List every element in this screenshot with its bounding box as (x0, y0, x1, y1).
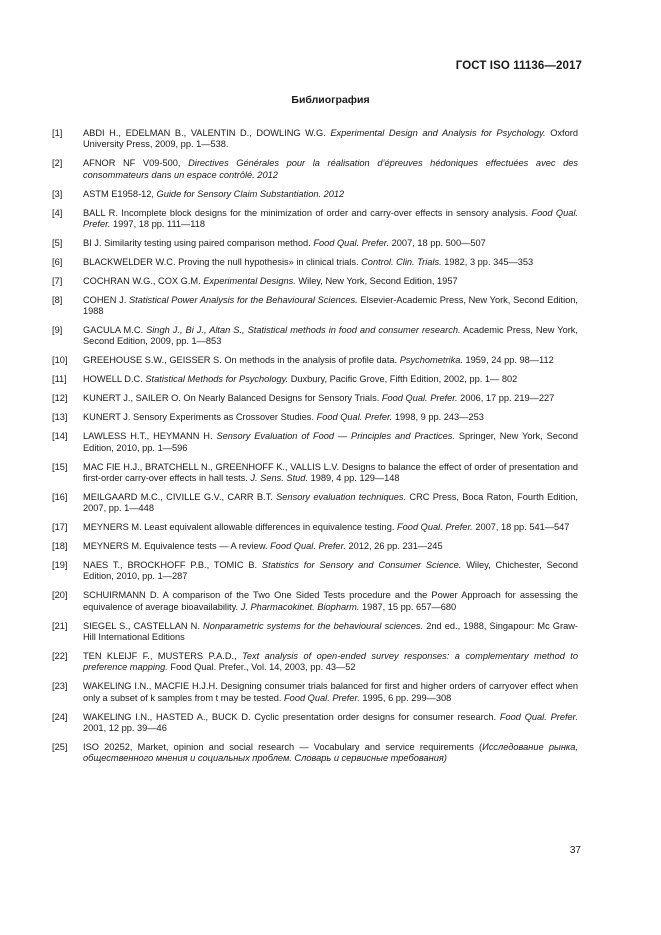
entry-text-segment: MEYNERS M. Least equivalent allowable differences in equivalence testing. (83, 522, 397, 533)
entry-text-segment: BALL R. Incomplete block designs for the minimization of order and carry-over effects in sensory analysis. (83, 207, 532, 218)
entry-text-segment: ABDI H., EDELMAN B., VALENTIN D., DOWLING W.G. (83, 128, 331, 138)
entry-text-segment: BI J. Similarity testing using paired comparison method. (83, 237, 314, 248)
entry-text-segment: 2007, 18 pp. 541—547 (472, 522, 570, 533)
bibliography-entry (52, 742, 578, 765)
bibliography-entry (52, 621, 578, 644)
entry-text (83, 492, 578, 515)
bibliography-entry (52, 560, 578, 583)
entry-text-italic: J. Sens. Stud. (250, 472, 309, 483)
bibliography-entry (52, 158, 578, 181)
entry-text-segment: 1987, 15 pp. 657—680 (359, 601, 457, 612)
entry-text (83, 295, 578, 318)
bibliography-entry (52, 208, 578, 231)
entry-text-segment: MEYNERS M. Equivalence tests — A review. (83, 541, 271, 552)
entry-text-italic: Statistical Methods for Psychology. (145, 374, 289, 385)
entry-text-segment: MEILGAARD M.C., CIVILLE G.V., CARR B.T. (83, 491, 277, 502)
entry-number: [23] (52, 681, 68, 692)
entry-text (83, 238, 578, 249)
document-header-standard: ГОСТ ISO 11136—2017 (455, 60, 582, 72)
bibliography-entry (52, 355, 578, 366)
entry-text-italic: Food Qual. Prefer. (284, 692, 360, 703)
entry-text-segment: ASTM E1958-12, (83, 188, 157, 199)
entry-number: [8] (52, 294, 63, 305)
entry-text-italic: Исследование рынка, общественного мнения и социальных проблем. Словарь и сервисные требования) (83, 741, 578, 764)
entry-text-italic: Nonparametric systems for the behavioural sciences. (203, 620, 424, 631)
entry-text-italic: Food Qual. Prefer. (499, 711, 578, 722)
entry-text (83, 462, 578, 485)
entry-text-segment: NAES T., BROCKHOFF P.B., TOMIC B. (83, 560, 262, 571)
entry-text-segment: AFNOR NF V09-500, (83, 158, 189, 169)
bibliography-list (52, 128, 578, 772)
entry-text-segment: TEN KLEIJF F., MUSTERS P.A.D., (83, 650, 243, 661)
page-number: 37 (569, 845, 581, 856)
entry-text-italic: Experimental Design and Analysis for Psychology. (330, 128, 546, 138)
entry-text-segment: 1959, 24 pp. 98—112 (462, 355, 554, 366)
entry-text-segment: Springer, New York, Second Edition, 2010, pp. 1—596 (83, 431, 579, 453)
entry-text-italic: Sensory Evaluation of Food — Principles and Practices. (216, 431, 455, 442)
entry-text-italic: Control. Clin. Trials. (361, 256, 442, 267)
entry-number: [18] (52, 541, 68, 552)
entry-number: [3] (52, 188, 63, 199)
entry-text (83, 158, 578, 181)
entry-text-segment: WAKELING I.N., MACFIE H.J.H. Designing consumer trials balanced for first and higher orders of carryover effect when only a subset of k samples from t may be tested. (83, 681, 578, 703)
entry-number: [16] (52, 491, 68, 502)
entry-text-segment: ISO 20252, Market, opinion and social research — Vocabulary and service requirements ( (83, 741, 483, 752)
entry-text-segment: KUNERT J. Sensory Experiments as Crossover Studies. (83, 412, 317, 423)
entry-text-italic: Psychometrika. (399, 355, 463, 366)
bibliography-entry (52, 238, 578, 249)
bibliography-entry (52, 257, 578, 268)
bibliography-entry (52, 681, 578, 704)
entry-number: [15] (52, 461, 68, 472)
entry-text-segment: Food Qual. Prefer., Vol. 14, 2003, pp. 43—52 (167, 662, 356, 673)
entry-text-italic: Text analysis of open-ended survey responses: a complementary method to preference mapping. (83, 650, 578, 673)
entry-number: [10] (52, 355, 68, 366)
entry-text (83, 208, 578, 231)
entry-text-segment: SCHUIRMANN D. A comparison of the Two One Sided Tests procedure and the Power Approach for assessing the equivalence of average bioavailability. (83, 590, 578, 612)
entry-text-italic: Sensory evaluation techniques. (276, 491, 407, 502)
entry-number: [14] (52, 431, 68, 442)
entry-number: [11] (52, 374, 67, 385)
entry-text-segment: WAKELING I.N., HASTED A., BUCK D. Cyclic presentation order designs for consumer research. (83, 711, 500, 722)
entry-text-italic: Statistical Power Analysis for the Behavioural Sciences. (129, 294, 358, 305)
entry-number: [21] (52, 620, 68, 631)
entry-text-segment: 2001, 12 pp. 39—46 (83, 722, 167, 733)
bibliography-entry (52, 590, 578, 613)
entry-text (83, 742, 578, 765)
bibliography-entry (52, 393, 578, 404)
entry-number: [2] (52, 158, 63, 169)
entry-text (83, 325, 578, 348)
bibliography-entry (52, 412, 578, 423)
bibliography-entry (52, 295, 578, 318)
entry-text (83, 651, 578, 674)
entry-number: [4] (52, 207, 63, 218)
entry-text-segment: 1995, 6 pp. 299—308 (359, 692, 452, 703)
entry-number: [5] (52, 237, 63, 248)
bibliography-entry (52, 276, 578, 287)
entry-number: [20] (52, 590, 68, 601)
bibliography-entry (52, 128, 578, 151)
entry-text-segment: 1982, 3 pp. 345—353 (441, 256, 534, 267)
entry-text-italic: Statistics for Sensory and Consumer Science. (261, 560, 462, 571)
entry-number: [9] (52, 325, 63, 336)
entry-number: [13] (52, 412, 68, 423)
entry-text-segment: Oxford University Press, 2009, pp. 1—538. (83, 128, 578, 150)
entry-text-segment: GACULA M.C. (83, 325, 147, 336)
entry-text-italic: Guide for Sensory Claim Substantiation. 2012 (156, 188, 345, 199)
entry-text (83, 681, 578, 704)
entry-text-italic: J. Pharmacokinet. Biopharm. (240, 601, 360, 612)
bibliography-entry (52, 189, 578, 200)
entry-text-segment: Duxbury, Pacific Grove, Fifth Edition, 2002, pp. 1— 802 (288, 374, 518, 385)
entry-number: [6] (52, 256, 63, 267)
entry-text-segment: 2006, 17 pp. 219—227 (457, 393, 555, 404)
entry-text-italic: Food Qual. Prefer. (397, 522, 473, 533)
entry-text (83, 412, 578, 423)
entry-text (83, 560, 578, 583)
entry-text-segment: CRC Press, Boca Raton, Fourth Edition, 2007, pp. 1—448 (83, 491, 578, 514)
entry-text-segment: LAWLESS H.T., HEYMANN H. (83, 431, 217, 442)
bibliography-entry (52, 374, 578, 385)
entry-text-segment: 2012, 26 pp. 231—245 (345, 541, 443, 552)
entry-text-italic: Food Qual. Prefer. (83, 207, 578, 229)
entry-text-segment: Wiley, New York, Second Edition, 1957 (295, 275, 458, 286)
entry-number: [19] (52, 560, 68, 571)
entry-text-segment: COHEN J. (83, 294, 129, 305)
entry-text-segment: GREEHOUSE S.W., GEISSER S. On methods in the analysis of profile data. (83, 355, 400, 366)
entry-text-segment: MAC FIE H.J., BRATCHELL N., GREENHOFF K., VALLIS L.V. Designs to balance the effect of order of presentation and first-order carry-over effects in hall tests. (83, 461, 578, 483)
entry-text (83, 189, 578, 200)
bibliography-entry (52, 431, 578, 454)
entry-text-italic: Food Qual. Prefer. (316, 412, 393, 423)
entry-text-italic: Food Qual. Prefer. (270, 541, 346, 552)
entry-text (83, 590, 578, 613)
entry-text-segment: 1989, 4 pp. 129—148 (308, 472, 400, 483)
entry-text-segment: COCHRAN W.G., COX G.M. (83, 275, 204, 286)
entry-text-segment: HOWELL D.C. (83, 374, 146, 385)
entry-text-italic: Singh J., Bi J., Altan S., Statistical methods in food and consumer research. (146, 325, 461, 336)
entry-text (83, 276, 578, 287)
entry-text-segment: 1997, 18 pp. 111—118 (110, 218, 206, 229)
entry-text (83, 355, 578, 366)
entry-text (83, 374, 578, 385)
bibliography-entry (52, 541, 578, 552)
page-title: Библиография (291, 94, 370, 106)
entry-text (83, 393, 578, 404)
entry-text-italic: Directives Générales pour la réalisation d’épreuves hédoniques effectuées avec des consommateurs dans un espace contrôlé. 2012 (83, 158, 578, 180)
entry-text-segment: 2007, 18 pp. 500—507 (389, 237, 486, 248)
bibliography-entry (52, 522, 578, 533)
entry-number: [24] (52, 711, 68, 722)
entry-text (83, 621, 578, 644)
entry-text-segment: 2nd ed., 1988, Singapour: Mc Graw-Hill International Editions (83, 620, 578, 642)
entry-number: [12] (52, 393, 68, 404)
bibliography-entry (52, 462, 578, 485)
entry-text-segment: SIEGEL S., CASTELLAN N. (83, 620, 204, 631)
entry-text-segment: Wiley, Chichester, Second Edition, 2010, pp. 1—287 (83, 560, 579, 582)
entry-text (83, 431, 578, 454)
entry-text-segment: Academic Press, New York, Second Edition, 2009, pp. 1—853 (83, 325, 578, 347)
entry-text-segment: 1998, 9 pp. 243—253 (392, 412, 484, 423)
bibliography-entry (52, 712, 578, 735)
entry-number: [25] (52, 741, 68, 752)
entry-number: [1] (52, 128, 63, 138)
entry-number: [7] (52, 275, 63, 286)
bibliography-entry (52, 492, 578, 515)
entry-text-segment: Elsevier-Academic Press, New York, Second Edition, 1988 (83, 294, 578, 317)
entry-number: [22] (52, 650, 68, 661)
entry-text-italic: Food Qual. Prefer. (381, 393, 458, 404)
entry-text (83, 541, 578, 552)
entry-text-segment: KUNERT J., SAILER O. On Nearly Balanced Designs for Sensory Trials. (83, 393, 382, 404)
entry-text (83, 257, 578, 268)
entry-text-italic: Experimental Designs. (203, 275, 296, 286)
bibliography-entry (52, 651, 578, 674)
entry-text-segment: BLACKWELDER W.C. Proving the null hypothesis» in clinical trials. (83, 256, 362, 267)
entry-text (83, 712, 578, 735)
bibliography-entry (52, 325, 578, 348)
entry-text (83, 522, 578, 533)
entry-text (83, 128, 578, 151)
entry-text-italic: Food Qual. Prefer. (313, 237, 390, 248)
entry-number: [17] (52, 522, 68, 533)
